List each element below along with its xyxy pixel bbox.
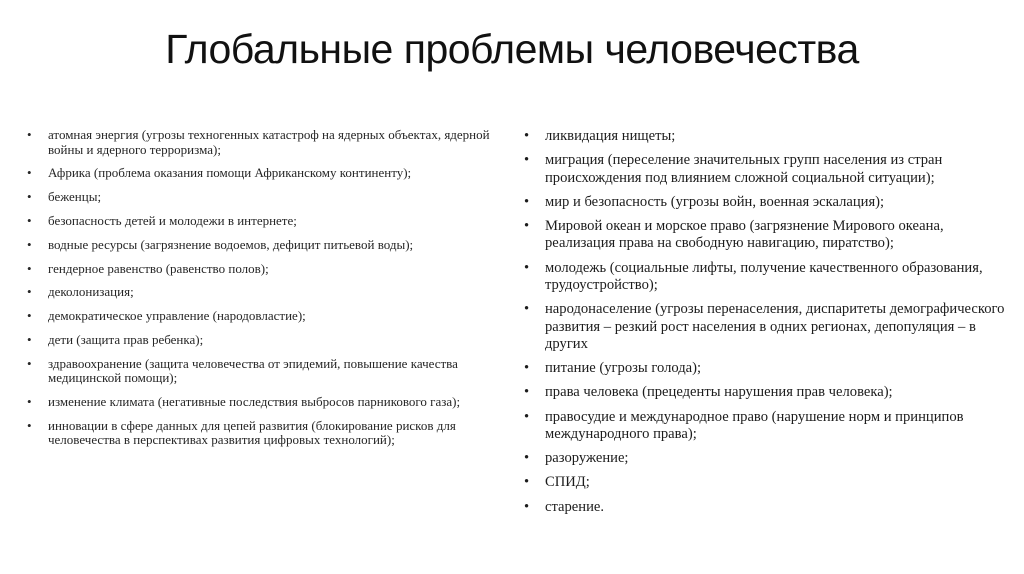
bullet-icon: •	[27, 165, 32, 181]
bullet-icon: •	[27, 236, 32, 252]
list-item-text: мир и безопасность (угрозы войн, военная эскалация);	[545, 193, 885, 210]
list-item	[27, 285, 512, 300]
list-item	[524, 218, 1009, 253]
bullet-icon: •	[524, 128, 530, 144]
bullet-icon: •	[27, 394, 32, 409]
list-item	[27, 238, 512, 253]
bullet-icon: •	[524, 474, 530, 491]
list-item-text: атомная энергия (угрозы техногенных катастроф на ядерных объектах, ядерной войны и ядерного терроризма);	[48, 127, 490, 157]
list-item	[524, 409, 1009, 444]
bullet-icon: •	[524, 259, 530, 276]
bullet-icon: •	[524, 498, 530, 515]
list-item	[27, 190, 512, 205]
bullet-icon: •	[27, 212, 32, 228]
list-item-text: гендерное равенство (равенство полов);	[48, 260, 269, 276]
list-item	[524, 474, 1009, 491]
list-item-text: права человека (прецеденты нарушения прав человека);	[545, 384, 893, 401]
list-item	[524, 301, 1009, 353]
list-item-text: ликвидация нищеты;	[545, 128, 676, 144]
list-item-text: деколонизация;	[48, 284, 134, 300]
list-item-text: Африка (проблема оказания помощи Африканскому континенту);	[48, 165, 412, 181]
list-item-text: инновации в сфере данных для цепей развития (блокирование рисков для человечества в перспективах развития цифровых технологий);	[48, 417, 456, 448]
bullet-icon: •	[524, 360, 530, 377]
list-item-text: народонаселение (угрозы перенаселения, диспаритеты демографического развития – резкий рост населения в одних регионах, депопуляция – в других	[545, 301, 1005, 353]
bullet-icon: •	[524, 152, 530, 169]
list-item	[524, 499, 1009, 516]
list-item-text: разоружение;	[545, 450, 629, 467]
bullet-icon: •	[524, 193, 530, 210]
bullet-icon: •	[524, 450, 530, 467]
bullet-icon: •	[27, 189, 32, 205]
list-item-text: Мировой океан и морское право (загрязнение Мирового океана, реализация права на свободную навигацию, пиратство);	[545, 218, 944, 252]
list-item	[524, 260, 1009, 295]
left-bullet-list	[27, 128, 512, 457]
list-item-text: безопасность детей и молодежи в интернете;	[48, 212, 297, 228]
list-item	[524, 360, 1009, 377]
list-item-text: питание (угрозы голода);	[545, 360, 702, 377]
bullet-icon: •	[524, 408, 530, 425]
bullet-icon: •	[27, 355, 32, 371]
list-item	[27, 262, 512, 277]
list-item	[27, 214, 512, 229]
list-item	[27, 419, 512, 448]
list-item-text: изменение климата (негативные последствия выбросов парникового газа);	[48, 394, 461, 409]
list-item	[524, 128, 1009, 145]
list-item-text: правосудие и международное право (нарушение норм и принципов международного права);	[545, 408, 964, 443]
list-item	[524, 152, 1009, 187]
list-item	[27, 395, 512, 410]
right-bullet-list	[524, 128, 1009, 523]
bullet-icon: •	[27, 308, 32, 324]
list-item	[27, 309, 512, 324]
bullet-icon: •	[524, 301, 530, 318]
bullet-icon: •	[27, 417, 32, 433]
list-item-text: беженцы;	[48, 189, 102, 205]
bullet-icon: •	[27, 260, 32, 276]
list-item	[27, 357, 512, 386]
bullet-icon: •	[27, 284, 32, 300]
list-item-text: водные ресурсы (загрязнение водоемов, дефицит питьевой воды);	[48, 236, 414, 252]
list-item	[27, 128, 512, 157]
list-item	[524, 384, 1009, 401]
bullet-icon: •	[27, 127, 32, 142]
bullet-icon: •	[524, 218, 530, 235]
list-item-text: миграция (переселение значительных групп населения из стран происхождения под влиянием сложной социальной ситуации);	[545, 152, 943, 186]
list-item-text: молодежь (социальные лифты, получение качественного образования, трудоустройство);	[545, 259, 983, 294]
bullet-icon: •	[27, 331, 32, 347]
list-item-text: демократическое управление (народовластие);	[48, 308, 306, 324]
slide-title: Глобальные проблемы человечества	[165, 26, 859, 72]
list-item-text: СПИД;	[545, 474, 590, 491]
list-item	[524, 194, 1009, 211]
bullet-icon: •	[524, 384, 530, 401]
list-item	[27, 333, 512, 348]
list-item	[524, 450, 1009, 467]
list-item-text: здравоохранение (защита человечества от эпидемий, повышение качества медицинской помощи);	[48, 355, 458, 386]
list-item-text: старение.	[545, 498, 605, 515]
list-item	[27, 166, 512, 181]
list-item-text: дети (защита прав ребенка);	[48, 331, 204, 347]
